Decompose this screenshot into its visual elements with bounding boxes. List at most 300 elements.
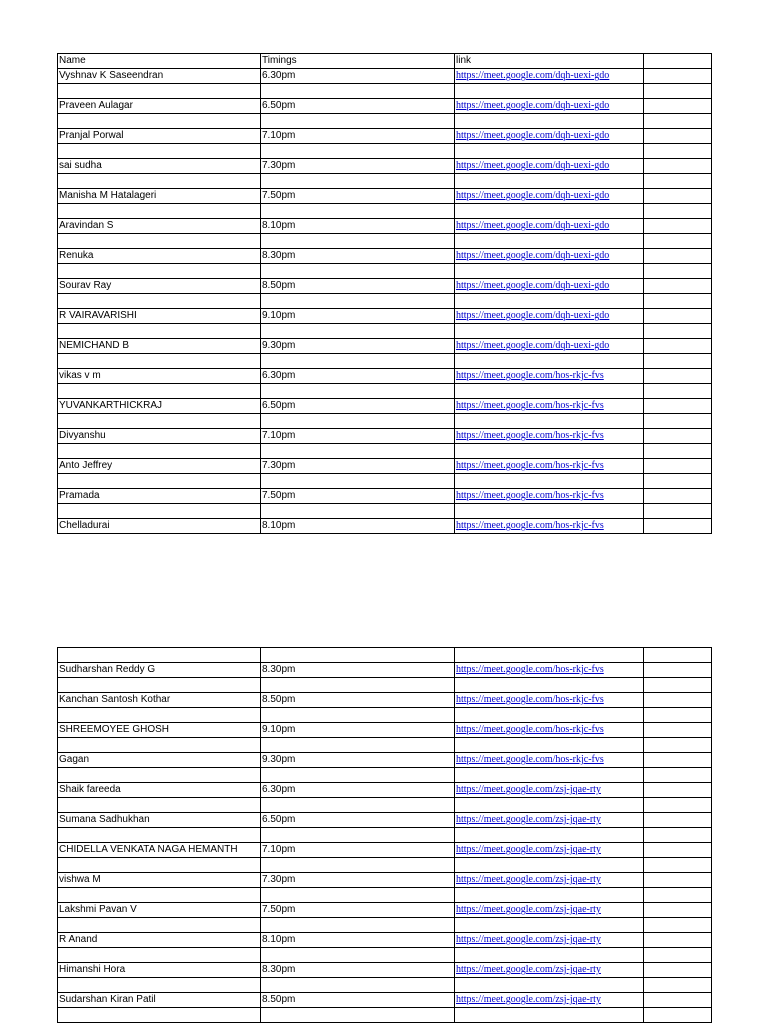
link-cell	[455, 279, 644, 294]
timing-cell: 8.10pm	[261, 519, 455, 534]
empty-cell	[58, 444, 261, 459]
spacer-row	[58, 324, 712, 339]
participant-name: SHREEMOYEE GHOSH	[58, 723, 261, 738]
timing-cell: 7.10pm	[261, 843, 455, 858]
empty-cell	[644, 873, 712, 888]
empty-cell	[644, 279, 712, 294]
empty-cell	[261, 708, 455, 723]
empty-cell	[644, 429, 712, 444]
spacer-row	[58, 738, 712, 753]
header-timings: Timings	[261, 54, 455, 69]
meet-link[interactable]: https://meet.google.com/zsj-jqae-rty	[456, 934, 601, 945]
empty-cell	[455, 444, 644, 459]
empty-cell	[455, 114, 644, 129]
link-cell	[455, 933, 644, 948]
table-row	[58, 693, 712, 708]
empty-cell	[455, 888, 644, 903]
empty-cell	[644, 489, 712, 504]
empty-cell	[261, 354, 455, 369]
empty-cell	[58, 234, 261, 249]
empty-cell	[58, 858, 261, 873]
meet-link[interactable]: https://meet.google.com/dqh-uexi-gdo	[456, 70, 610, 81]
empty-cell	[58, 144, 261, 159]
meet-link[interactable]: https://meet.google.com/dqh-uexi-gdo	[456, 160, 610, 171]
empty-cell	[58, 948, 261, 963]
empty-cell	[644, 69, 712, 84]
participant-name: Renuka	[58, 249, 261, 264]
link-cell	[455, 159, 644, 174]
participant-name: Shaik fareeda	[58, 783, 261, 798]
empty-cell	[455, 414, 644, 429]
spacer-row	[58, 888, 712, 903]
spacer-row	[58, 84, 712, 99]
empty-cell	[58, 174, 261, 189]
empty-cell	[58, 648, 261, 663]
empty-cell	[644, 783, 712, 798]
participant-name: R VAIRAVARISHI	[58, 309, 261, 324]
meet-link[interactable]: https://meet.google.com/hos-rkjc-fvs	[456, 754, 604, 765]
empty-cell	[455, 648, 644, 663]
table-row	[58, 189, 712, 204]
empty-cell	[644, 339, 712, 354]
link-cell	[455, 783, 644, 798]
empty-cell	[58, 678, 261, 693]
empty-cell	[644, 723, 712, 738]
link-cell	[455, 219, 644, 234]
table-row	[58, 489, 712, 504]
meet-link[interactable]: https://meet.google.com/hos-rkjc-fvs	[456, 490, 604, 501]
spacer-row	[58, 798, 712, 813]
empty-cell	[58, 888, 261, 903]
empty-cell	[644, 369, 712, 384]
empty-cell	[644, 99, 712, 114]
empty-cell	[644, 798, 712, 813]
empty-cell	[644, 324, 712, 339]
empty-cell	[644, 144, 712, 159]
link-cell	[455, 339, 644, 354]
link-cell	[455, 489, 644, 504]
empty-cell	[58, 354, 261, 369]
empty-cell	[644, 843, 712, 858]
meet-link[interactable]: https://meet.google.com/dqh-uexi-gdo	[456, 250, 610, 261]
link-cell	[455, 129, 644, 144]
link-cell	[455, 963, 644, 978]
spacer-row	[58, 768, 712, 783]
spacer-row	[58, 204, 712, 219]
empty-cell	[644, 474, 712, 489]
header-link: link	[455, 54, 644, 69]
empty-cell	[58, 294, 261, 309]
participant-name: Chelladurai	[58, 519, 261, 534]
timing-cell: 8.30pm	[261, 663, 455, 678]
empty-cell	[261, 174, 455, 189]
empty-cell	[644, 219, 712, 234]
meet-link[interactable]: https://meet.google.com/zsj-jqae-rty	[456, 904, 601, 915]
participant-name: Divyanshu	[58, 429, 261, 444]
empty-cell	[58, 504, 261, 519]
participant-name: Sudharshan Reddy G	[58, 663, 261, 678]
link-cell	[455, 723, 644, 738]
empty-cell	[644, 753, 712, 768]
table-row	[58, 129, 712, 144]
timing-cell: 7.30pm	[261, 159, 455, 174]
table-row	[58, 933, 712, 948]
table-row	[58, 99, 712, 114]
empty-cell	[58, 768, 261, 783]
participant-name: Manisha M Hatalageri	[58, 189, 261, 204]
timing-cell: 7.30pm	[261, 459, 455, 474]
empty-cell	[644, 414, 712, 429]
empty-cell	[455, 144, 644, 159]
link-cell	[455, 459, 644, 474]
empty-cell	[58, 204, 261, 219]
timing-cell: 8.50pm	[261, 993, 455, 1008]
link-cell	[455, 99, 644, 114]
empty-cell	[261, 1008, 455, 1023]
timing-cell: 9.30pm	[261, 339, 455, 354]
timing-cell: 6.30pm	[261, 369, 455, 384]
meet-link[interactable]: https://meet.google.com/hos-rkjc-fvs	[456, 724, 604, 735]
empty-cell	[455, 918, 644, 933]
empty-cell	[455, 354, 644, 369]
schedule-table-1	[57, 53, 712, 534]
empty-cell	[455, 678, 644, 693]
table-row	[58, 69, 712, 84]
empty-cell	[644, 264, 712, 279]
spacer-row	[58, 174, 712, 189]
timing-cell: 9.30pm	[261, 753, 455, 768]
participant-name: Himanshi Hora	[58, 963, 261, 978]
empty-cell	[644, 903, 712, 918]
table-row	[58, 813, 712, 828]
timing-cell: 7.50pm	[261, 189, 455, 204]
participant-name: sai sudha	[58, 159, 261, 174]
participant-name: NEMICHAND B	[58, 339, 261, 354]
empty-cell	[644, 189, 712, 204]
meet-link[interactable]: https://meet.google.com/hos-rkjc-fvs	[456, 400, 604, 411]
empty-cell	[455, 84, 644, 99]
empty-cell	[644, 813, 712, 828]
link-cell	[455, 69, 644, 84]
empty-cell	[261, 768, 455, 783]
link-cell	[455, 309, 644, 324]
empty-cell	[644, 114, 712, 129]
empty-cell	[455, 708, 644, 723]
empty-cell	[644, 459, 712, 474]
empty-cell	[455, 858, 644, 873]
empty-cell	[455, 294, 644, 309]
spacer-row	[58, 264, 712, 279]
spacer-row	[58, 354, 712, 369]
table-row	[58, 369, 712, 384]
empty-cell	[261, 144, 455, 159]
empty-cell	[261, 234, 455, 249]
participant-name: Sudarshan Kiran Patil	[58, 993, 261, 1008]
meet-link[interactable]: https://meet.google.com/zsj-jqae-rty	[456, 964, 601, 975]
link-cell	[455, 693, 644, 708]
table-row	[58, 279, 712, 294]
empty-cell	[261, 324, 455, 339]
spacer-row	[58, 918, 712, 933]
meet-link[interactable]: https://meet.google.com/dqh-uexi-gdo	[456, 220, 610, 231]
empty-cell	[261, 474, 455, 489]
link-cell	[455, 429, 644, 444]
timing-cell: 8.10pm	[261, 933, 455, 948]
meet-link[interactable]: https://meet.google.com/hos-rkjc-fvs	[456, 460, 604, 471]
empty-cell	[455, 978, 644, 993]
table-row	[58, 993, 712, 1008]
empty-cell	[644, 678, 712, 693]
link-cell	[455, 753, 644, 768]
empty-cell	[644, 648, 712, 663]
spacer-row	[58, 1008, 712, 1023]
empty-cell	[455, 324, 644, 339]
timing-cell: 6.30pm	[261, 783, 455, 798]
empty-cell	[58, 1008, 261, 1023]
empty-cell	[644, 693, 712, 708]
empty-cell	[644, 234, 712, 249]
empty-cell	[644, 354, 712, 369]
table-row	[58, 399, 712, 414]
empty-cell	[261, 858, 455, 873]
empty-cell	[644, 174, 712, 189]
empty-cell	[455, 504, 644, 519]
spacer-row	[58, 114, 712, 129]
empty-cell	[644, 933, 712, 948]
meet-link[interactable]: https://meet.google.com/zsj-jqae-rty	[456, 814, 601, 825]
empty-cell	[644, 663, 712, 678]
empty-cell	[58, 738, 261, 753]
link-cell	[455, 843, 644, 858]
spacer-row	[58, 504, 712, 519]
empty-cell	[261, 978, 455, 993]
spacer-row	[58, 444, 712, 459]
empty-cell	[455, 264, 644, 279]
link-cell	[455, 663, 644, 678]
empty-cell	[644, 519, 712, 534]
spacer-row	[58, 144, 712, 159]
table-row	[58, 339, 712, 354]
meet-link[interactable]: https://meet.google.com/dqh-uexi-gdo	[456, 340, 610, 351]
empty-cell	[455, 828, 644, 843]
empty-cell	[455, 798, 644, 813]
empty-cell	[261, 798, 455, 813]
empty-cell	[58, 414, 261, 429]
empty-cell	[644, 963, 712, 978]
empty-cell	[644, 978, 712, 993]
participant-name: Aravindan S	[58, 219, 261, 234]
meet-link[interactable]: https://meet.google.com/hos-rkjc-fvs	[456, 520, 604, 531]
participant-name: Lakshmi Pavan V	[58, 903, 261, 918]
empty-cell	[261, 84, 455, 99]
timing-cell: 6.50pm	[261, 99, 455, 114]
participant-name: vikas v m	[58, 369, 261, 384]
meet-link[interactable]: https://meet.google.com/hos-rkjc-fvs	[456, 370, 604, 381]
link-cell	[455, 993, 644, 1008]
meet-link[interactable]: https://meet.google.com/hos-rkjc-fvs	[456, 694, 604, 705]
spacer-row	[58, 234, 712, 249]
participant-name: Pranjal Porwal	[58, 129, 261, 144]
empty-cell	[261, 648, 455, 663]
participant-name: Pramada	[58, 489, 261, 504]
empty-cell	[261, 114, 455, 129]
participant-name: YUVANKARTHICKRAJ	[58, 399, 261, 414]
participant-name: Gagan	[58, 753, 261, 768]
empty-cell	[261, 204, 455, 219]
empty-cell	[644, 129, 712, 144]
empty-cell	[644, 993, 712, 1008]
link-cell	[455, 399, 644, 414]
empty-cell	[261, 918, 455, 933]
link-cell	[455, 369, 644, 384]
empty-cell	[644, 309, 712, 324]
table-row	[58, 459, 712, 474]
empty-cell	[58, 384, 261, 399]
empty-cell	[644, 858, 712, 873]
table-row	[58, 429, 712, 444]
table-row	[58, 519, 712, 534]
table-row	[58, 753, 712, 768]
empty-cell	[261, 738, 455, 753]
participant-name: Kanchan Santosh Kothar	[58, 693, 261, 708]
link-cell	[455, 189, 644, 204]
spacer-row	[58, 294, 712, 309]
empty-cell	[455, 234, 644, 249]
timing-cell: 6.30pm	[261, 69, 455, 84]
timing-cell: 6.50pm	[261, 399, 455, 414]
meet-link[interactable]: https://meet.google.com/hos-rkjc-fvs	[456, 664, 604, 675]
participant-name: CHIDELLA VENKATA NAGA HEMANTH	[58, 843, 261, 858]
table-row	[58, 843, 712, 858]
timing-cell: 8.50pm	[261, 693, 455, 708]
table-row	[58, 723, 712, 738]
empty-cell	[261, 504, 455, 519]
table-row	[58, 963, 712, 978]
participant-name: Anto Jeffrey	[58, 459, 261, 474]
link-cell	[455, 519, 644, 534]
header-empty	[644, 54, 712, 69]
empty-cell	[644, 159, 712, 174]
meet-link[interactable]: https://meet.google.com/zsj-jqae-rty	[456, 874, 601, 885]
empty-cell	[455, 1008, 644, 1023]
link-cell	[455, 903, 644, 918]
empty-cell	[58, 708, 261, 723]
participant-name: Sumana Sadhukhan	[58, 813, 261, 828]
timing-cell: 9.10pm	[261, 309, 455, 324]
empty-cell	[261, 294, 455, 309]
empty-cell	[644, 249, 712, 264]
timing-cell: 8.50pm	[261, 279, 455, 294]
empty-cell	[644, 399, 712, 414]
table-row	[58, 873, 712, 888]
empty-cell	[644, 708, 712, 723]
meet-link[interactable]: https://meet.google.com/dqh-uexi-gdo	[456, 130, 610, 141]
empty-cell	[644, 84, 712, 99]
participant-name: Vyshnav K Saseendran	[58, 69, 261, 84]
table-row	[58, 159, 712, 174]
spacer-row	[58, 414, 712, 429]
spacer-row	[58, 948, 712, 963]
empty-cell	[644, 384, 712, 399]
empty-cell	[644, 918, 712, 933]
empty-row	[58, 648, 712, 663]
empty-cell	[261, 888, 455, 903]
meet-link[interactable]: https://meet.google.com/zsj-jqae-rty	[456, 784, 601, 795]
empty-cell	[455, 768, 644, 783]
empty-cell	[261, 414, 455, 429]
table-row	[58, 309, 712, 324]
empty-cell	[58, 978, 261, 993]
empty-cell	[644, 504, 712, 519]
header-name: Name	[58, 54, 261, 69]
empty-cell	[644, 738, 712, 753]
timing-cell: 7.10pm	[261, 429, 455, 444]
participant-name: Praveen Aulagar	[58, 99, 261, 114]
empty-cell	[644, 1008, 712, 1023]
table-row	[58, 219, 712, 234]
empty-cell	[455, 204, 644, 219]
empty-cell	[261, 444, 455, 459]
empty-cell	[261, 384, 455, 399]
meet-link[interactable]: https://meet.google.com/dqh-uexi-gdo	[456, 310, 610, 321]
empty-cell	[58, 84, 261, 99]
empty-cell	[644, 294, 712, 309]
meet-link[interactable]: https://meet.google.com/dqh-uexi-gdo	[456, 100, 610, 111]
timing-cell: 7.50pm	[261, 903, 455, 918]
timing-cell: 8.30pm	[261, 963, 455, 978]
timing-cell: 9.10pm	[261, 723, 455, 738]
empty-cell	[644, 828, 712, 843]
spacer-row	[58, 858, 712, 873]
timing-cell: 7.30pm	[261, 873, 455, 888]
empty-cell	[455, 174, 644, 189]
timing-cell: 8.30pm	[261, 249, 455, 264]
timing-cell: 7.50pm	[261, 489, 455, 504]
empty-cell	[455, 384, 644, 399]
empty-cell	[58, 474, 261, 489]
meet-link[interactable]: https://meet.google.com/dqh-uexi-gdo	[456, 190, 610, 201]
spacer-row	[58, 474, 712, 489]
empty-cell	[58, 264, 261, 279]
table-row	[58, 783, 712, 798]
empty-cell	[644, 948, 712, 963]
empty-cell	[261, 948, 455, 963]
participant-name: R Anand	[58, 933, 261, 948]
empty-cell	[455, 948, 644, 963]
meet-link[interactable]: https://meet.google.com/zsj-jqae-rty	[456, 844, 601, 855]
empty-cell	[58, 798, 261, 813]
meet-link[interactable]: https://meet.google.com/hos-rkjc-fvs	[456, 430, 604, 441]
meet-link[interactable]: https://meet.google.com/zsj-jqae-rty	[456, 994, 601, 1005]
header-row	[58, 54, 712, 69]
spacer-row	[58, 828, 712, 843]
empty-cell	[644, 888, 712, 903]
empty-cell	[455, 738, 644, 753]
empty-cell	[261, 828, 455, 843]
empty-cell	[644, 768, 712, 783]
meet-link[interactable]: https://meet.google.com/dqh-uexi-gdo	[456, 280, 610, 291]
empty-cell	[58, 918, 261, 933]
empty-cell	[58, 324, 261, 339]
empty-cell	[644, 204, 712, 219]
participant-name: vishwa M	[58, 873, 261, 888]
empty-cell	[261, 678, 455, 693]
empty-cell	[58, 114, 261, 129]
link-cell	[455, 813, 644, 828]
timing-cell: 6.50pm	[261, 813, 455, 828]
spacer-row	[58, 384, 712, 399]
empty-cell	[455, 474, 644, 489]
